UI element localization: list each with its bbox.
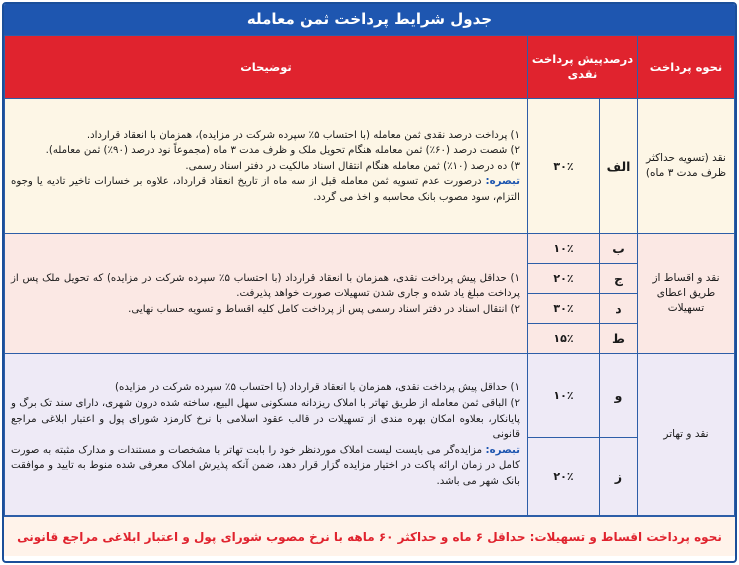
note-line: [11, 443, 520, 490]
installments-footer-note: نحوه پرداخت اقساط و تسهیلات: حداقل ۶ ماه و حداکثر ۶۰ ماهه با نرخ مصوب شورای پول و اعتبار ابلاغی مراجع قانونی: [4, 516, 735, 556]
header-method: نحوه پرداخت: [638, 36, 735, 99]
description-line: ۱) حداقل پیش پرداخت نقدی، همزمان با انعقاد قرارداد (با احتساب ۵٪ سپرده شرکت در مزایده): [115, 382, 520, 394]
description-line: ۳) ده درصد (۱۰٪) ثمن معامله هنگام انتقال اسناد مالکیت در دفتر اسناد رسمی.: [185, 160, 520, 172]
option-letter: الف: [600, 99, 638, 234]
prepayment-percent: ۲۰٪: [527, 438, 599, 516]
header-description: توضیحات: [5, 36, 528, 99]
method-cell: نقد (تسویه حداکثر ظرف مدت ۳ ماه): [638, 99, 735, 234]
description-cell: [5, 234, 528, 354]
option-letter: و: [600, 354, 638, 438]
note-line: [11, 174, 520, 205]
header-row: [5, 36, 735, 99]
note-label: تبصره:: [485, 444, 520, 456]
description-line: ۲) الباقی ثمن معامله از طریق تهاتر با املاک ریزدانه مسکونی سهل البیع، ساخته شده درون شهری، دارای سند تک برگ و پایانکار، بعلاوه امکان بهره مندی از تسهیلات در قالب عقود اسلامی با نرخ کارمزد شورای پول و اعتبار ابلاغی مراجع قانونی: [11, 398, 520, 441]
prepayment-percent: ۳۰٪: [527, 294, 599, 324]
description-line: ۱) پرداخت درصد نقدی ثمن معامله (با احتساب ۵٪ سپرده شرکت در مزایده)، همزمان با انعقاد قرارداد.: [86, 129, 520, 141]
table-row: [5, 234, 735, 264]
option-letter: ز: [600, 438, 638, 516]
prepayment-percent: ۱۵٪: [527, 324, 599, 354]
description-cell: [5, 354, 528, 516]
option-letter: ط: [600, 324, 638, 354]
payment-terms-panel: [2, 2, 737, 563]
option-letter: د: [600, 294, 638, 324]
prepayment-percent: ۳۰٪: [527, 99, 599, 234]
description-line: ۲) انتقال اسناد در دفتر اسناد رسمی پس از پرداخت کامل کلیه اقساط و تسویه حساب نهایی.: [128, 303, 520, 315]
option-letter: ب: [600, 234, 638, 264]
table-row: [5, 354, 735, 438]
header-percent: درصدپیش پرداخت نقدی: [527, 36, 637, 99]
description-cell: [5, 99, 528, 234]
table-row: [5, 99, 735, 234]
option-letter: ج: [600, 264, 638, 294]
note-text: درصورت عدم تسویه ثمن معامله قبل از سه ماه از تاریخ انعقاد قرارداد، علاوه بر خسارات تاخیر تادیه یا وجوه التزام، سود مصوب بانک محاسبه و اخذ می گردد.: [11, 176, 520, 203]
prepayment-percent: ۲۰٪: [527, 264, 599, 294]
description-line: ۲) شصت درصد (۶۰٪) ثمن معامله هنگام تحویل ملک و ظرف مدت ۳ ماه (مجموعاً نود درصد (۹۰٪) ثمن معامله).: [45, 145, 520, 157]
prepayment-percent: ۱۰٪: [527, 354, 599, 438]
method-cell: نقد و اقساط از طریق اعطای تسهیلات: [638, 234, 735, 354]
payment-terms-table: [4, 35, 735, 516]
table-title: جدول شرایط پرداخت ثمن معامله: [4, 4, 735, 35]
note-text: مزایده‌گر می بایست لیست املاک موردنظر خود را بابت تهاتر با مشخصات و مستندات و مدارک مثبته به صورت کامل در زمان ارائه پاکت در اختیار مزایده گزار قرار دهد، ضمن آنکه پذیرش املاک معرفی شده منوط به تایید و موافقت بانک شهر می باشد.: [11, 444, 520, 487]
note-label: تبصره:: [485, 176, 520, 188]
method-cell: نقد و تهاتر: [638, 354, 735, 516]
prepayment-percent: ۱۰٪: [527, 234, 599, 264]
description-line: ۱) حداقل پیش پرداخت نقدی، همزمان با انعقاد قرارداد (با احتساب ۵٪ سپرده شرکت در مزایده) که تحویل ملک پس از پرداخت مبلغ یاد شده و جاری شدن تسهیلات صورت خواهد پذیرفت.: [11, 272, 520, 300]
